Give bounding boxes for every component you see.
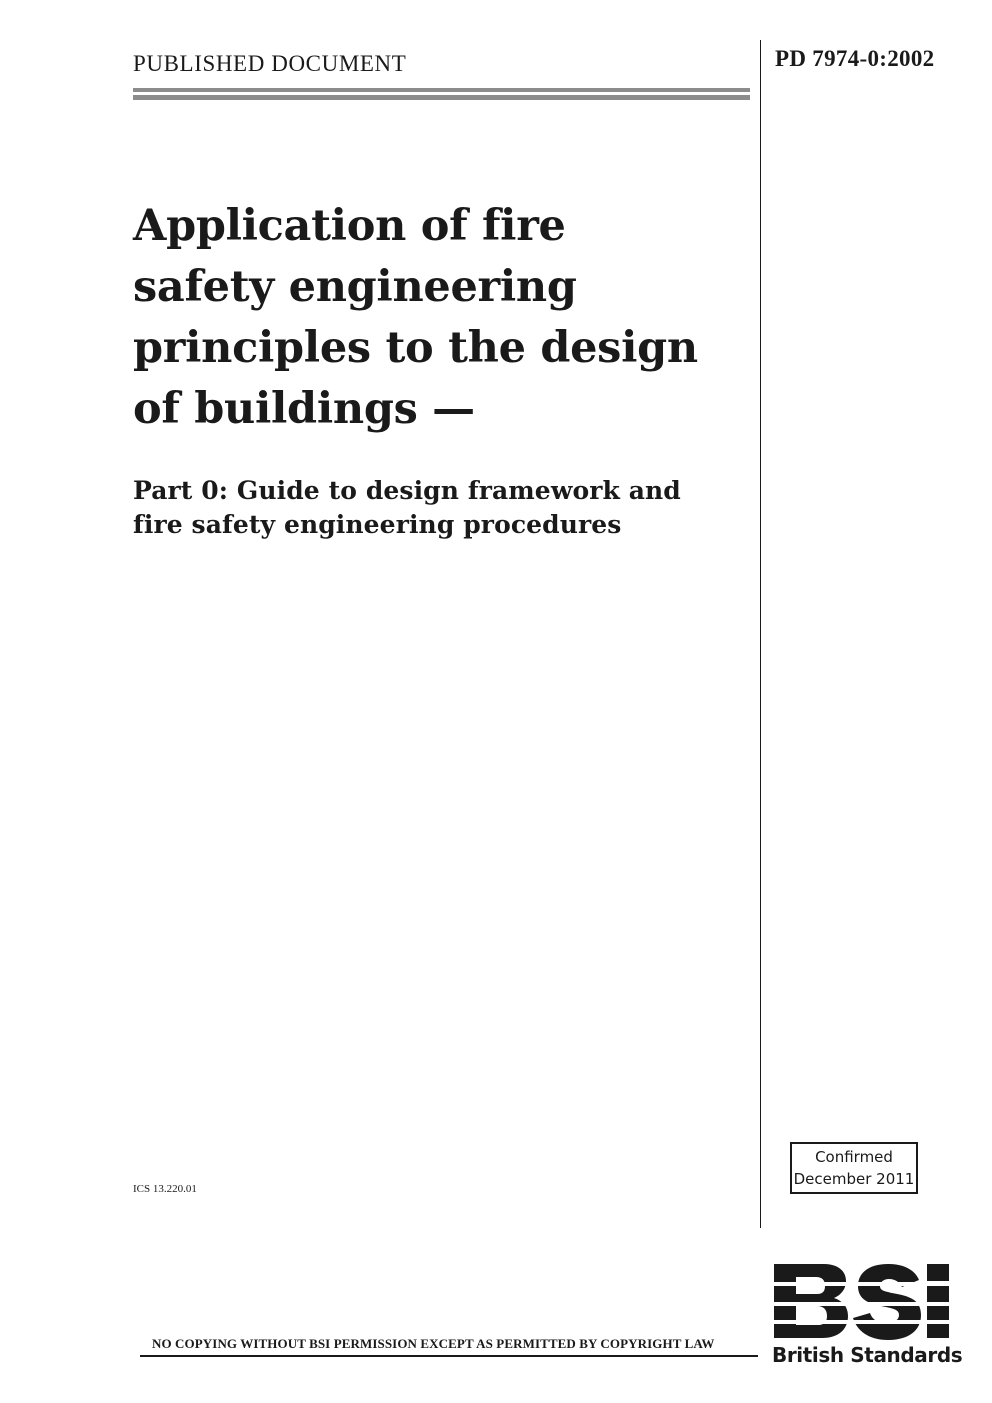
header-rule-top bbox=[133, 88, 750, 92]
bsi-logo-text: British Standards bbox=[772, 1343, 963, 1367]
copyright-notice: NO COPYING WITHOUT BSI PERMISSION EXCEPT AS PERMITTED BY COPYRIGHT LAW bbox=[152, 1336, 715, 1351]
title-line: safety engineering bbox=[133, 262, 577, 312]
document-type-label: PUBLISHED DOCUMENT bbox=[133, 51, 407, 76]
copyright-rule bbox=[140, 1355, 758, 1357]
title-line: Application of fire bbox=[133, 201, 566, 251]
subtitle-line: fire safety engineering procedures bbox=[133, 510, 622, 539]
document-number: PD 7974-0:2002 bbox=[775, 46, 935, 71]
document-title bbox=[133, 196, 753, 440]
stamp-line-confirmed: Confirmed bbox=[815, 1148, 893, 1166]
margin-divider bbox=[760, 40, 761, 1228]
header-rule-bottom bbox=[133, 95, 750, 100]
title-line: principles to the design bbox=[133, 323, 698, 373]
confirmed-stamp bbox=[790, 1142, 918, 1194]
document-subtitle bbox=[133, 474, 758, 542]
bsi-logo bbox=[772, 1262, 963, 1370]
ics-code: ICS 13.220.01 bbox=[133, 1183, 197, 1195]
subtitle-line: Part 0: Guide to design framework and bbox=[133, 476, 681, 505]
title-line: of buildings — bbox=[133, 384, 475, 434]
stamp-line-date: December 2011 bbox=[793, 1170, 915, 1188]
bsi-logo-mark-icon bbox=[772, 1262, 954, 1342]
